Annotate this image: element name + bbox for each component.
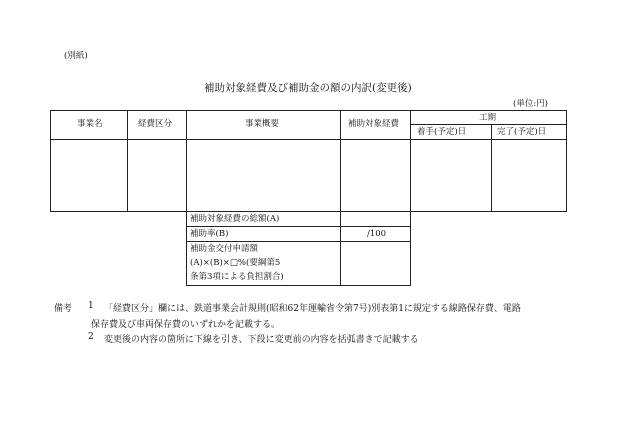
note-1-number: 1	[88, 301, 94, 311]
col-border-5	[491, 124, 492, 212]
summary-rate-label: 補助率(B)	[190, 229, 229, 239]
note-2-text: 変更後の内容の箇所に下線を引き、下段に変更前の内容を括弧書きで記載する	[104, 335, 419, 345]
unit-label: (単位:円)	[513, 99, 548, 109]
note-2-number: 2	[88, 332, 94, 342]
summary-bottom-border	[186, 285, 410, 286]
header-construction-period: 工期	[479, 113, 497, 123]
header-expense-category: 経費区分	[138, 119, 173, 129]
col-border-4	[410, 110, 411, 286]
note-1-line2: 保存費及び車両保存費のいずれかを記載する。	[91, 320, 281, 330]
header-completion-date: 完了(予定)日	[497, 127, 547, 137]
header-business-summary: 事業概要	[245, 119, 280, 129]
header-start-date: 着手(予定)日	[417, 127, 467, 137]
note-1-line1: 「経費区分」欄には、鉄道事業会計規則(昭和62年運輸省令第7号)別表第1に規定する線路保存費、電路	[104, 304, 521, 314]
period-subheader-divider	[410, 124, 566, 125]
col-border-3	[340, 110, 341, 286]
page-title: 補助対象経費及び補助金の額の内訳(変更後)	[204, 82, 412, 94]
col-border-1	[127, 110, 128, 212]
summary-total-label: 補助対象経費の総額(A)	[190, 214, 280, 224]
notes-heading: 備考	[54, 304, 73, 314]
header-eligible-expenses: 補助対象経費	[348, 119, 400, 129]
col-border-2	[186, 110, 187, 286]
summary-grant-label-line3: 条第3項による負担割合)	[190, 272, 284, 282]
summary-grant-label-line2: (A)×(B)×□%(要綱第5	[190, 258, 281, 268]
summary-row1-border	[186, 226, 410, 227]
col-border-right	[566, 110, 567, 212]
col-border-left	[50, 110, 51, 212]
attachment-label: (別紙)	[64, 51, 88, 61]
summary-rate-value: /100	[367, 229, 387, 239]
summary-grant-label-line1: 補助金交付申請額	[190, 244, 259, 254]
summary-row2-border	[186, 241, 410, 242]
header-business-name: 事業名	[77, 119, 103, 129]
